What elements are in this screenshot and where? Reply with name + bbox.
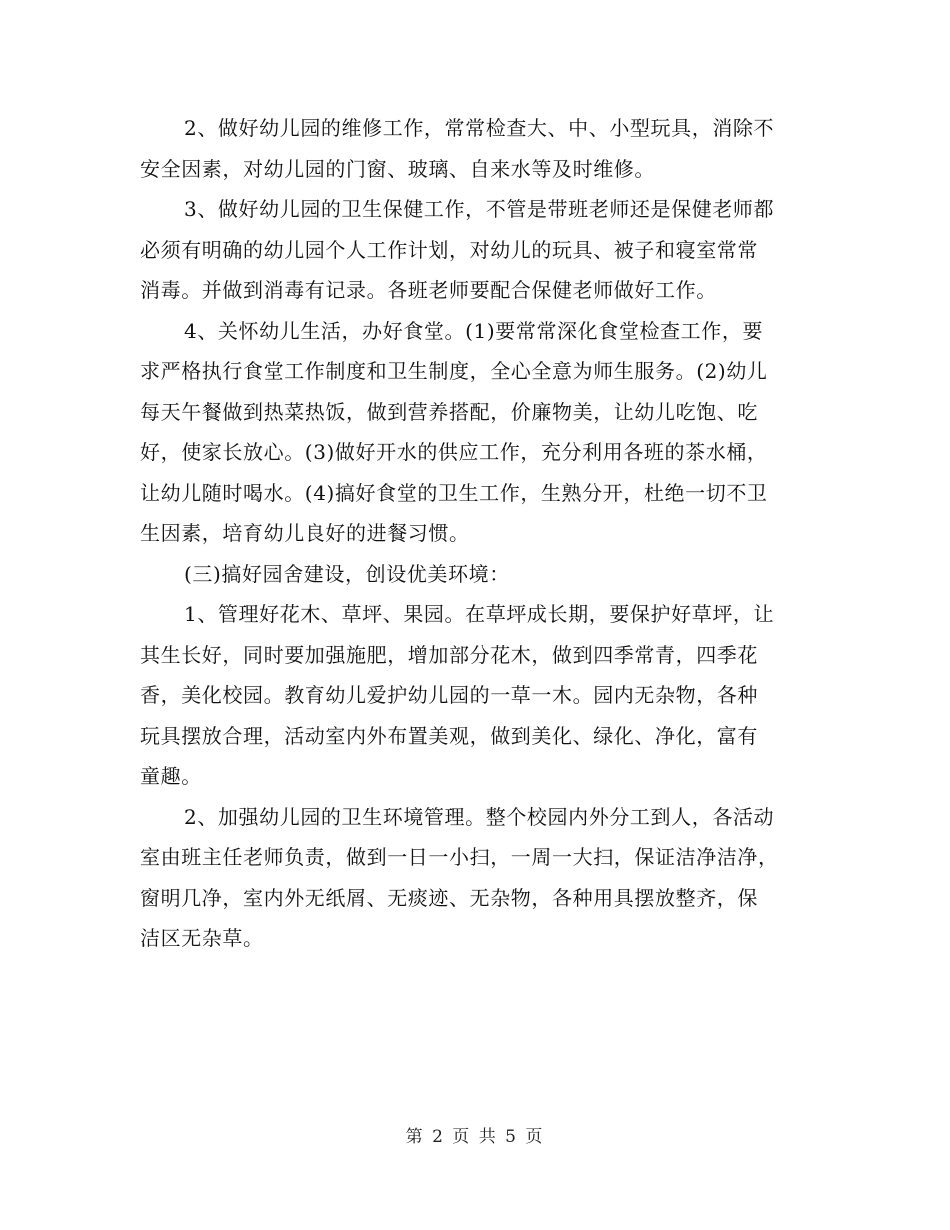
paragraph-first-line: 3、做好幼儿园的卫生保健工作，不管是带班老师还是保健老师都: [184, 197, 775, 221]
paragraph-line: 香，美化校园。教育幼儿爱护幼儿园的一草一木。园内无杂物，各种: [140, 683, 758, 707]
paragraph: [140, 108, 820, 189]
paragraph-line: 好，使家长放心。(3)做好开水的供应工作，充分利用各班的茶水桶，: [140, 440, 768, 464]
paragraph-line: 洁区无杂草。: [140, 926, 264, 950]
paragraph: [140, 311, 820, 554]
document-body: [140, 108, 820, 959]
paragraph-line: 求严格执行食堂工作制度和卫生制度，全心全意为师生服务。(2)幼儿: [140, 359, 768, 383]
paragraph-first-line: 2、做好幼儿园的维修工作，常常检查大、中、小型玩具，消除不: [184, 116, 775, 140]
paragraph-first-line: 4、关怀幼儿生活，办好食堂。(1)要常常深化食堂检查工作，要: [184, 318, 764, 343]
paragraph: [140, 189, 820, 311]
paragraph-line: 消毒。并做到消毒有记录。各班老师要配合保健老师做好工作。: [140, 278, 717, 302]
paragraph-line: 必须有明确的幼儿园个人工作计划，对幼儿的玩具、被子和寝室常常: [140, 237, 758, 262]
paragraph-line: 室由班主任老师负责，做到一日一小扫，一周一大扫，保证洁净洁净，: [140, 845, 779, 869]
paragraph-line: 生因素，培育幼儿良好的进餐习惯。: [140, 521, 470, 545]
page-footer: 第 2 页 共 5 页: [405, 1127, 545, 1147]
paragraph-line: 窗明几净，室内外无纸屑、无痰迹、无杂物，各种用具摆放整齐，保: [140, 885, 758, 910]
paragraph-line: 童趣。: [140, 764, 202, 788]
paragraph: [140, 594, 820, 797]
paragraph-line: 安全因素，对幼儿园的门窗、玻璃、自来水等及时维修。: [140, 156, 655, 181]
paragraph-line: 玩具摆放合理，活动室内外布置美观，做到美化、绿化、净化，富有: [140, 723, 758, 748]
paragraph-line: 每天午餐做到热菜热饭，做到营养搭配，价廉物美，让幼儿吃饱、吃: [140, 399, 758, 424]
paragraph: [140, 797, 820, 959]
paragraph: [140, 554, 820, 595]
paragraph-line: 让幼儿随时喝水。(4)搞好食堂的卫生工作，生熟分开，杜绝一切不卫: [140, 480, 768, 505]
paragraph-first-line: 2、加强幼儿园的卫生环境管理。整个校园内外分工到人，各活动: [184, 804, 775, 829]
paragraph-line: 其生长好，同时要加强施肥，增加部分花木，做到四季常青，四季花: [140, 642, 758, 667]
paragraph-first-line: 1、管理好花木、草坪、果园。在草坪成长期，要保护好草坪，让: [184, 602, 775, 626]
paragraph-first-line: (三)搞好园舍建设，创设优美环境：: [184, 561, 510, 586]
